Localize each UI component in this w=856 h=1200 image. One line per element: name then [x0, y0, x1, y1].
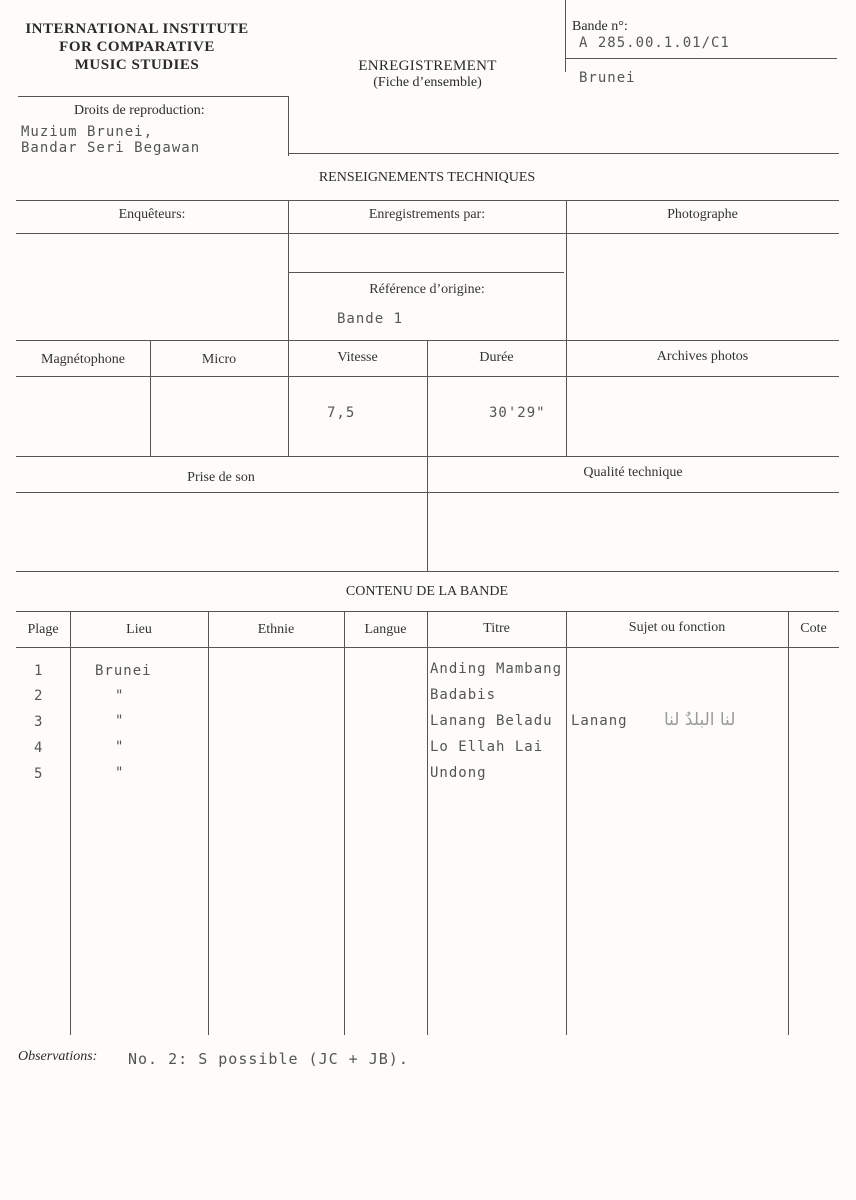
row-plage: 5	[34, 766, 44, 782]
row-lieu: "	[115, 713, 125, 729]
row-titre: Lanang Beladu	[430, 713, 553, 729]
photographe-label: Photographe	[667, 207, 738, 222]
duree-value: 30'29"	[489, 405, 546, 421]
rights-line-1: Muzium Brunei,	[21, 124, 154, 140]
form-title	[330, 58, 525, 91]
archives-label: Archives photos	[656, 349, 749, 364]
institute-line-2: FOR COMPARATIVE	[59, 39, 215, 55]
arabic-note: لنا البلدٌ لنا	[664, 710, 736, 730]
bande-number: A 285.00.1.01/C1	[579, 35, 730, 51]
row-titre: Badabis	[430, 687, 497, 703]
institute-line-1: INTERNATIONAL INSTITUTE	[25, 21, 249, 37]
col-sujet: Sujet ou fonction	[628, 620, 726, 635]
enregistrements-par-label: Enregistrements par:	[368, 207, 486, 222]
row-plage: 3	[34, 714, 44, 730]
row-plage: 1	[34, 663, 44, 679]
col-plage: Plage	[27, 622, 59, 637]
micro-label: Micro	[201, 352, 237, 367]
institute-name	[10, 20, 264, 74]
rights-label: Droits de reproduction:	[74, 103, 205, 118]
qualite-label: Qualité technique	[583, 465, 683, 480]
vitesse-value: 7,5	[327, 405, 356, 421]
enqueteurs-label: Enquêteurs:	[118, 207, 186, 222]
col-ethnie: Ethnie	[257, 622, 295, 637]
row-plage: 2	[34, 688, 44, 704]
duree-label: Durée	[479, 350, 514, 365]
form-title-text: ENREGISTREMENT	[358, 58, 497, 74]
contents-heading: CONTENU DE LA BANDE	[345, 584, 509, 599]
magnetophone-label: Magnétophone	[41, 352, 125, 367]
col-cote: Cote	[800, 621, 827, 636]
col-langue: Langue	[364, 622, 407, 637]
bande-country: Brunei	[579, 70, 636, 86]
col-titre: Titre	[483, 621, 510, 636]
observations-label: Observations:	[18, 1049, 98, 1064]
row-lieu: Brunei	[95, 663, 152, 679]
row-titre: Lo Ellah Lai	[430, 739, 544, 755]
row-sujet: Lanang	[571, 713, 628, 729]
row-titre: Undong	[430, 765, 487, 781]
prise-de-son-label: Prise de son	[187, 470, 255, 485]
row-plage: 4	[34, 740, 44, 756]
row-titre: Anding Mambang	[430, 661, 563, 677]
institute-line-3: MUSIC STUDIES	[74, 57, 200, 73]
reference-label: Référence d’origine:	[369, 282, 485, 297]
bande-label: Bande n°:	[572, 19, 628, 34]
rights-line-2: Bandar Seri Begawan	[21, 140, 201, 156]
row-lieu: "	[115, 765, 125, 781]
row-lieu: "	[115, 688, 125, 704]
vitesse-label: Vitesse	[337, 350, 378, 365]
col-lieu: Lieu	[126, 622, 152, 637]
form-subtitle: (Fiche d’ensemble)	[373, 75, 482, 90]
tech-heading: RENSEIGNEMENTS TECHNIQUES	[318, 170, 536, 185]
row-lieu: "	[115, 739, 125, 755]
observations-text: No. 2: S possible (JC + JB).	[128, 1050, 409, 1068]
reference-value: Bande 1	[337, 311, 404, 327]
